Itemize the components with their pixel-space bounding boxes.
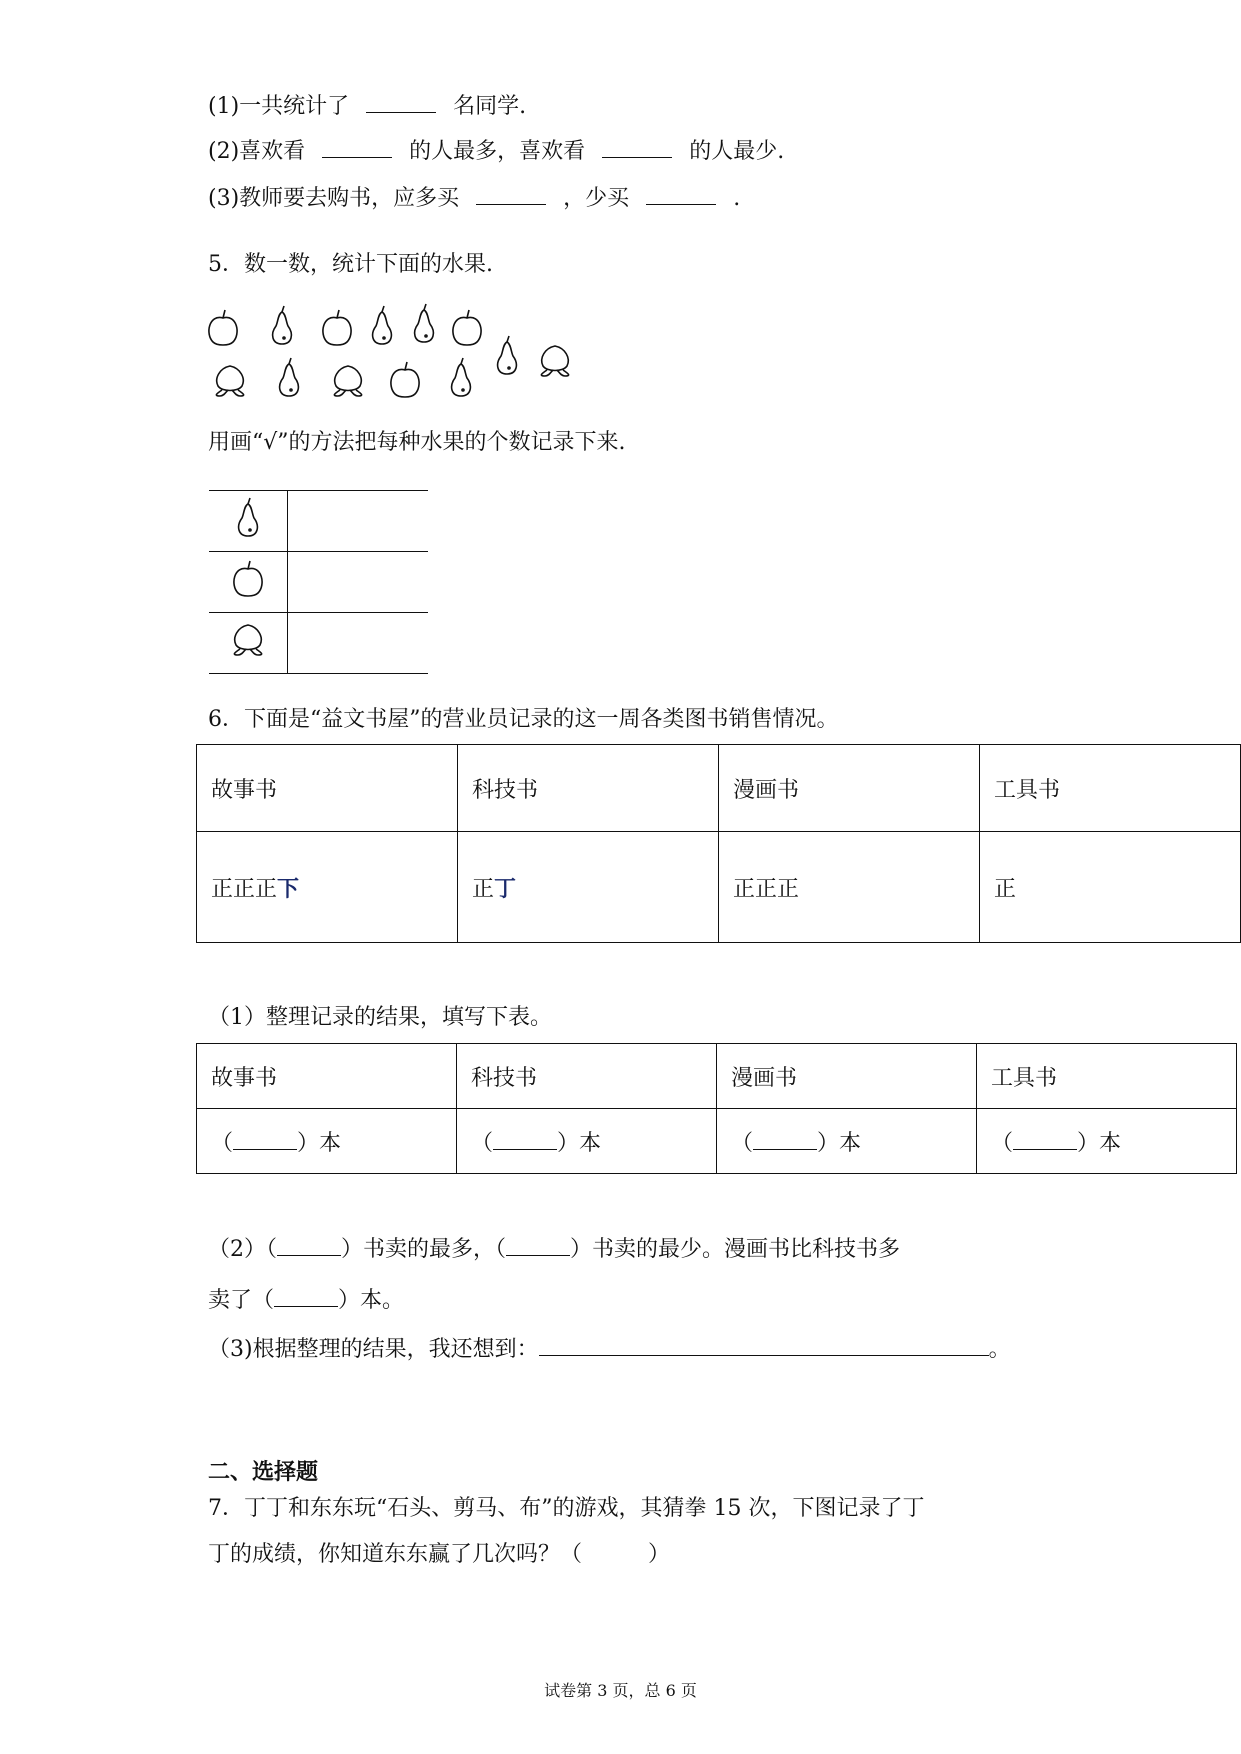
answer-blank[interactable] [277,1233,341,1256]
q7-line2: 丁的成绩，你知道东东赢了几次吗？（ ） [208,1542,671,1567]
header-science-books: 科技书 [458,745,719,832]
q5-instruction: 用画“√”的方法把每种水果的个数记录下来. [208,430,626,455]
answer-blank[interactable] [753,1127,817,1150]
pear-icon [452,358,471,396]
result-header: 漫画书 [717,1044,977,1109]
q6-title: 6．下面是“益文书屋”的营业员记录的这一周各类图书销售情况。 [208,707,839,732]
header-story-books: 故事书 [197,745,458,832]
answer-blank[interactable] [233,1127,297,1150]
q4-sub3: (3)教师要去购书，应多买 ，少买 . [208,182,740,214]
q7-line1: 7．丁丁和东东玩“石头、剪马、布”的游戏，其猜拳 15 次，下图记录了丁 [208,1496,925,1521]
answer-blank[interactable] [274,1284,338,1307]
apple-icon [323,310,351,345]
q4-sub1: (1)一共统计了 名同学. [208,90,526,122]
answer-blank[interactable] [366,90,436,113]
tally-row-peach-icon-cell [209,613,288,674]
apple-icon [391,362,419,397]
q5-title: 5．数一数，统计下面的水果. [208,252,493,277]
pear-icon [233,496,263,540]
fruit-illustration [205,300,585,410]
section-title: 二、选择题 [208,1460,319,1485]
book-sales-result-table [196,1043,1237,1174]
q6-sub1: （1）整理记录的结果，填写下表。 [208,1005,552,1030]
pear-tally-cell[interactable] [288,491,429,552]
peach-icon [216,366,243,396]
book-sales-tally-table [196,744,1241,943]
header-comic-books: 漫画书 [719,745,980,832]
result-cell: （ ）本 [977,1109,1237,1174]
partial-tally-mark: 丁 [494,876,517,902]
answer-blank[interactable] [646,182,716,205]
q6-sub3: （3)根据整理的结果，我还想到： 。 [208,1333,1011,1365]
tally-row-pear-icon-cell [209,491,288,552]
answer-blank[interactable] [322,135,392,158]
peach-icon [228,620,268,660]
pear-icon [280,358,299,396]
answer-blank[interactable] [1013,1127,1077,1150]
pear-icon [273,306,292,344]
pear-icon [373,306,392,344]
peach-icon [541,346,568,376]
q6-sub2-line1: （2）（ ）书卖的最多，（ ）书卖的最少。漫画书比科技书多 [208,1233,900,1265]
tally-story-books: 正正正下 [197,832,458,943]
result-cell: （ ）本 [197,1109,457,1174]
answer-blank[interactable] [506,1233,570,1256]
result-header: 科技书 [457,1044,717,1109]
partial-tally-mark: 下 [277,876,300,902]
result-cell: （ ）本 [717,1109,977,1174]
answer-blank[interactable] [602,135,672,158]
q4-sub2: (2)喜欢看 的人最多，喜欢看 的人最少. [208,135,784,167]
tally-reference-books: 正 [980,832,1241,943]
fruit-tally-table [209,490,428,674]
apple-icon [230,559,266,599]
pear-icon [498,336,517,374]
header-reference-books: 工具书 [980,745,1241,832]
q6-sub2-line2: 卖了（ ）本。 [208,1284,404,1316]
tally-row-apple-icon-cell [209,552,288,613]
page-footer: 试卷第 3 页，总 6 页 [544,1681,697,1700]
peach-tally-cell[interactable] [288,613,429,674]
apple-tally-cell[interactable] [288,552,429,613]
answer-blank[interactable] [539,1333,989,1356]
answer-blank[interactable] [493,1127,557,1150]
fruit-drawings [205,300,585,410]
peach-icon [334,366,361,396]
apple-icon [209,310,237,345]
tally-comic-books: 正正正 [719,832,980,943]
result-cell: （ ）本 [457,1109,717,1174]
answer-blank[interactable] [476,182,546,205]
result-header: 故事书 [197,1044,457,1109]
pear-icon [415,304,434,342]
result-header: 工具书 [977,1044,1237,1109]
tally-science-books: 正丁 [458,832,719,943]
apple-icon [453,310,481,345]
